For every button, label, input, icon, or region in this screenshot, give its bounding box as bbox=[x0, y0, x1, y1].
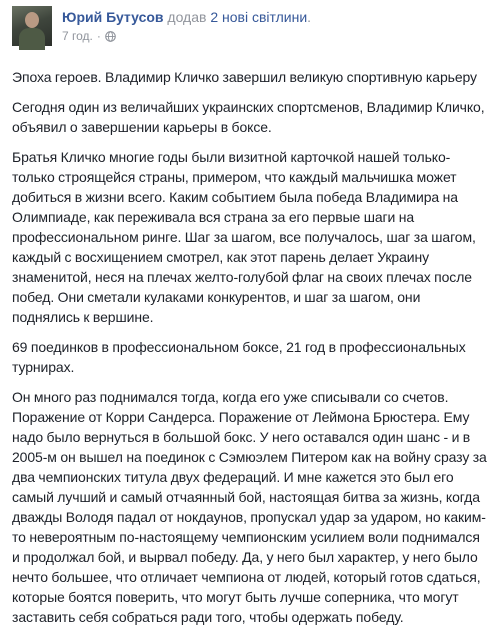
separator-dot: · bbox=[96, 29, 101, 43]
post-timestamp[interactable]: 7 год. bbox=[62, 29, 93, 43]
time-line bbox=[62, 29, 311, 43]
post-meta bbox=[62, 6, 311, 43]
post-header bbox=[12, 6, 487, 50]
author-line bbox=[62, 9, 311, 25]
post-paragraph: Братья Кличко многие годы были визитной карточкой нашей только-только строящейся страны, примером, что каждый мальчишка может добиться в жизни всего. Каким событием была победа Владимира на Олимпиаде, как переживала вся страна за его первые шаги на профессиональном ринге. Шаг за шагом, все получалось, шаг за шагом, каждый с восхищением смотрел, как этот парень делает Украину знаменитой, неся на плечах желто-голубой флаг на своих плечах после побед. Они сметали кулаками конкурентов, и шаг за шагом, они поднялись к вершине. bbox=[12, 149, 476, 325]
photos-link[interactable]: 2 нові світлини bbox=[210, 9, 308, 25]
post-paragraph: Эпоха героев. Владимир Кличко завершил великую спортивную карьеру bbox=[12, 69, 477, 85]
post-body bbox=[12, 67, 487, 627]
author-name-link[interactable]: Юрий Бутусов bbox=[62, 9, 164, 25]
action-suffix: . bbox=[307, 9, 312, 25]
globe-icon[interactable] bbox=[105, 31, 116, 42]
action-text: додав bbox=[167, 9, 207, 25]
post-paragraph: 69 поединков в профессиональном боксе, 21 год в профессиональных турнирах. bbox=[12, 339, 466, 375]
post-paragraph: Сегодня один из величайших украинских спортсменов, Владимир Кличко, объявил о завершении карьеры в боксе. bbox=[12, 99, 485, 135]
post-paragraph: Он много раз поднимался тогда, когда его уже списывали со счетов. Поражение от Корри Сандерса. Поражение от Леймона Брюстера. Ему надо было вернуться в большой бокс. У него оставался один шанс - и в 2005-м он вышел на поединок с Сэмюэлем Питером как на войну сразу за два чемпионских титула двух федераций. И мне кажется это был его самый лучший и самый отчаянный бой, настоящая битва за жизнь, когда дважды Володя падал от нокдаунов, пропускал удар за ударом, но каким-то невероятным по-настоящему чемпионским усилием воли поднимался и продолжал бой, и вырвал победу. Да, у него был характер, у него было нечто большее, что отличает чемпиона от людей, который готов сдаться, которые боятся поверить, что могут быть лучше соперника, что могут заставить себя собраться ради того, чтобы одержать победу. bbox=[12, 389, 487, 625]
author-avatar[interactable] bbox=[12, 6, 52, 46]
